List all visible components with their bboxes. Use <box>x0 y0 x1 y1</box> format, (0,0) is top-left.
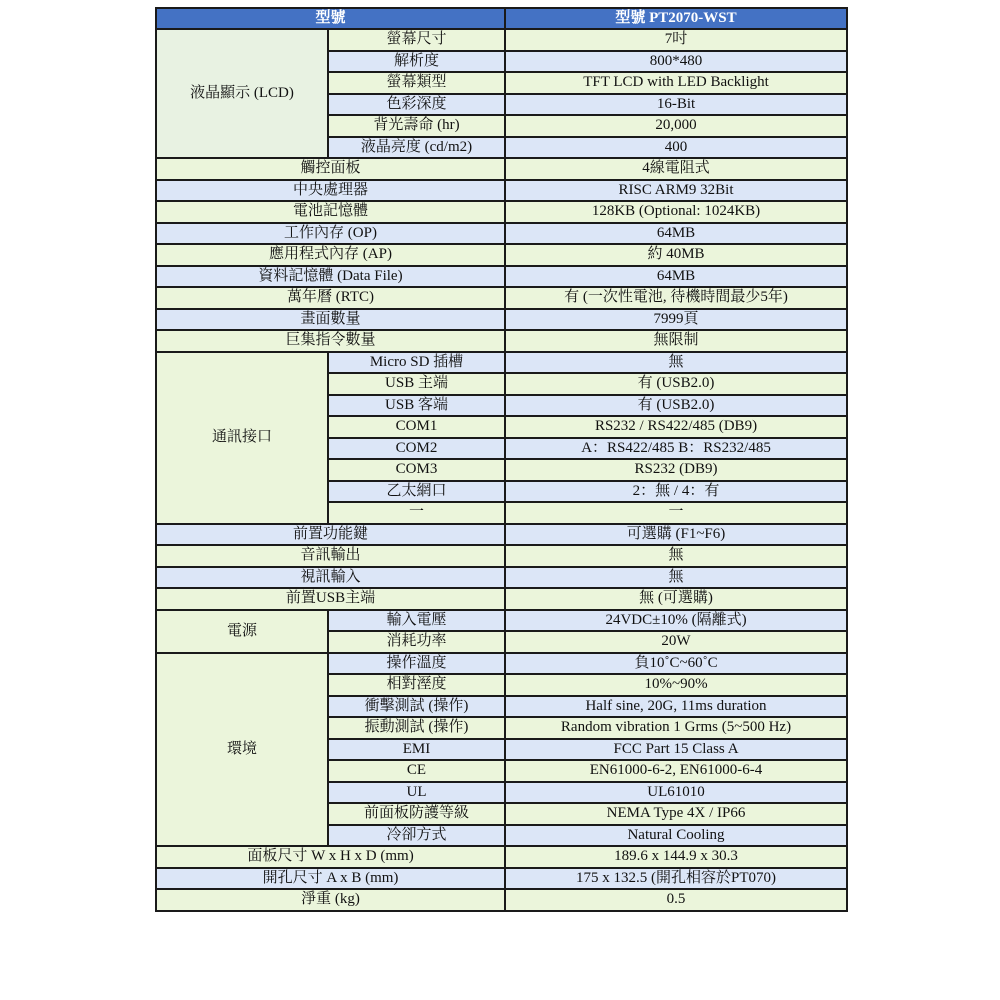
spec-value: 2：無 / 4：有 <box>505 481 847 503</box>
table-row <box>156 588 847 610</box>
spec-label: 相對溼度 <box>328 674 505 696</box>
spec-label: 觸控面板 <box>156 158 505 180</box>
table-row <box>156 653 847 675</box>
spec-value: 0.5 <box>505 889 847 911</box>
table-row <box>156 610 847 632</box>
spec-label: 消耗功率 <box>328 631 505 653</box>
table-row <box>156 309 847 331</box>
spec-label: 應用程式內存 (AP) <box>156 244 505 266</box>
spec-label: 一 <box>328 502 505 524</box>
spec-value: 64MB <box>505 223 847 245</box>
table-row <box>156 352 847 374</box>
spec-label: COM1 <box>328 416 505 438</box>
spec-value: 128KB (Optional: 1024KB) <box>505 201 847 223</box>
spec-label: EMI <box>328 739 505 761</box>
spec-label: COM2 <box>328 438 505 460</box>
spec-value: NEMA Type 4X / IP66 <box>505 803 847 825</box>
group-power: 電源 <box>156 610 328 653</box>
spec-value: 175 x 132.5 (開孔相容於PT070) <box>505 868 847 890</box>
spec-value: 無限制 <box>505 330 847 352</box>
spec-value: 可選購 (F1~F6) <box>505 524 847 546</box>
spec-label: 冷卻方式 <box>328 825 505 847</box>
spec-value: A：RS422/485 B：RS232/485 <box>505 438 847 460</box>
spec-label: 萬年曆 (RTC) <box>156 287 505 309</box>
spec-label: CE <box>328 760 505 782</box>
spec-label: 前置USB主端 <box>156 588 505 610</box>
spec-label: 開孔尺寸 A x B (mm) <box>156 868 505 890</box>
spec-value: 189.6 x 144.9 x 30.3 <box>505 846 847 868</box>
spec-value: 16-Bit <box>505 94 847 116</box>
spec-label: 畫面數量 <box>156 309 505 331</box>
spec-value: 有 (USB2.0) <box>505 395 847 417</box>
group-lcd: 液晶顯示 (LCD) <box>156 29 328 158</box>
spec-value: 有 (USB2.0) <box>505 373 847 395</box>
spec-label: 資料記憶體 (Data File) <box>156 266 505 288</box>
table-row <box>156 287 847 309</box>
spec-value: Random vibration 1 Grms (5~500 Hz) <box>505 717 847 739</box>
spec-label: USB 客端 <box>328 395 505 417</box>
spec-label: 巨集指令數量 <box>156 330 505 352</box>
spec-label: 振動測試 (操作) <box>328 717 505 739</box>
spec-label: USB 主端 <box>328 373 505 395</box>
spec-value: TFT LCD with LED Backlight <box>505 72 847 94</box>
spec-table <box>155 7 848 912</box>
spec-label: 解析度 <box>328 51 505 73</box>
spec-value: RISC ARM9 32Bit <box>505 180 847 202</box>
spec-value: 無 (可選購) <box>505 588 847 610</box>
header-row <box>156 8 847 29</box>
table-row <box>156 889 847 911</box>
spec-value: 無 <box>505 545 847 567</box>
spec-value: 7吋 <box>505 29 847 51</box>
table-row <box>156 158 847 180</box>
spec-label: 操作溫度 <box>328 653 505 675</box>
header-label: 型號 <box>156 8 505 29</box>
spec-value: 負10˚C~60˚C <box>505 653 847 675</box>
spec-label: 淨重 (kg) <box>156 889 505 911</box>
spec-label: 背光壽命 (hr) <box>328 115 505 137</box>
spec-label: 中央處理器 <box>156 180 505 202</box>
spec-value: 800*480 <box>505 51 847 73</box>
spec-value: 10%~90% <box>505 674 847 696</box>
spec-value: FCC Part 15 Class A <box>505 739 847 761</box>
spec-label: 輸入電壓 <box>328 610 505 632</box>
spec-label: 視訊輸入 <box>156 567 505 589</box>
spec-value: 20,000 <box>505 115 847 137</box>
spec-label: COM3 <box>328 459 505 481</box>
spec-label: 面板尺寸 W x H x D (mm) <box>156 846 505 868</box>
spec-value: 約 40MB <box>505 244 847 266</box>
group-comm: 通訊接口 <box>156 352 328 524</box>
table-row <box>156 29 847 51</box>
table-row <box>156 266 847 288</box>
spec-value: 有 (一次性電池, 待機時間最少5年) <box>505 287 847 309</box>
spec-value: 7999頁 <box>505 309 847 331</box>
spec-label: 工作內存 (OP) <box>156 223 505 245</box>
spec-label: 前置功能鍵 <box>156 524 505 546</box>
spec-value: 4線電阻式 <box>505 158 847 180</box>
spec-label: 色彩深度 <box>328 94 505 116</box>
spec-value: 64MB <box>505 266 847 288</box>
table-row <box>156 545 847 567</box>
table-row <box>156 201 847 223</box>
header-model: 型號 PT2070-WST <box>505 8 847 29</box>
spec-label: 螢幕尺寸 <box>328 29 505 51</box>
spec-value: 400 <box>505 137 847 159</box>
spec-value: 無 <box>505 567 847 589</box>
table-row <box>156 223 847 245</box>
table-row <box>156 330 847 352</box>
table-row <box>156 244 847 266</box>
spec-label: Micro SD 插槽 <box>328 352 505 374</box>
spec-label: 螢幕類型 <box>328 72 505 94</box>
spec-value: 一 <box>505 502 847 524</box>
table-row <box>156 868 847 890</box>
spec-value: RS232 (DB9) <box>505 459 847 481</box>
spec-label: 電池記憶體 <box>156 201 505 223</box>
table-row <box>156 567 847 589</box>
table-row <box>156 524 847 546</box>
spec-label: 前面板防護等級 <box>328 803 505 825</box>
table-row <box>156 846 847 868</box>
spec-value: UL61010 <box>505 782 847 804</box>
table-row <box>156 180 847 202</box>
spec-value: RS232 / RS422/485 (DB9) <box>505 416 847 438</box>
spec-value: 24VDC±10% (隔離式) <box>505 610 847 632</box>
spec-label: 液晶亮度 (cd/m2) <box>328 137 505 159</box>
spec-value: EN61000-6-2, EN61000-6-4 <box>505 760 847 782</box>
spec-label: 衝擊測試 (操作) <box>328 696 505 718</box>
spec-label: 音訊輸出 <box>156 545 505 567</box>
group-env: 環境 <box>156 653 328 847</box>
spec-value: Natural Cooling <box>505 825 847 847</box>
spec-value: Half sine, 20G, 11ms duration <box>505 696 847 718</box>
spec-value: 無 <box>505 352 847 374</box>
spec-value: 20W <box>505 631 847 653</box>
spec-label: 乙太網口 <box>328 481 505 503</box>
spec-label: UL <box>328 782 505 804</box>
